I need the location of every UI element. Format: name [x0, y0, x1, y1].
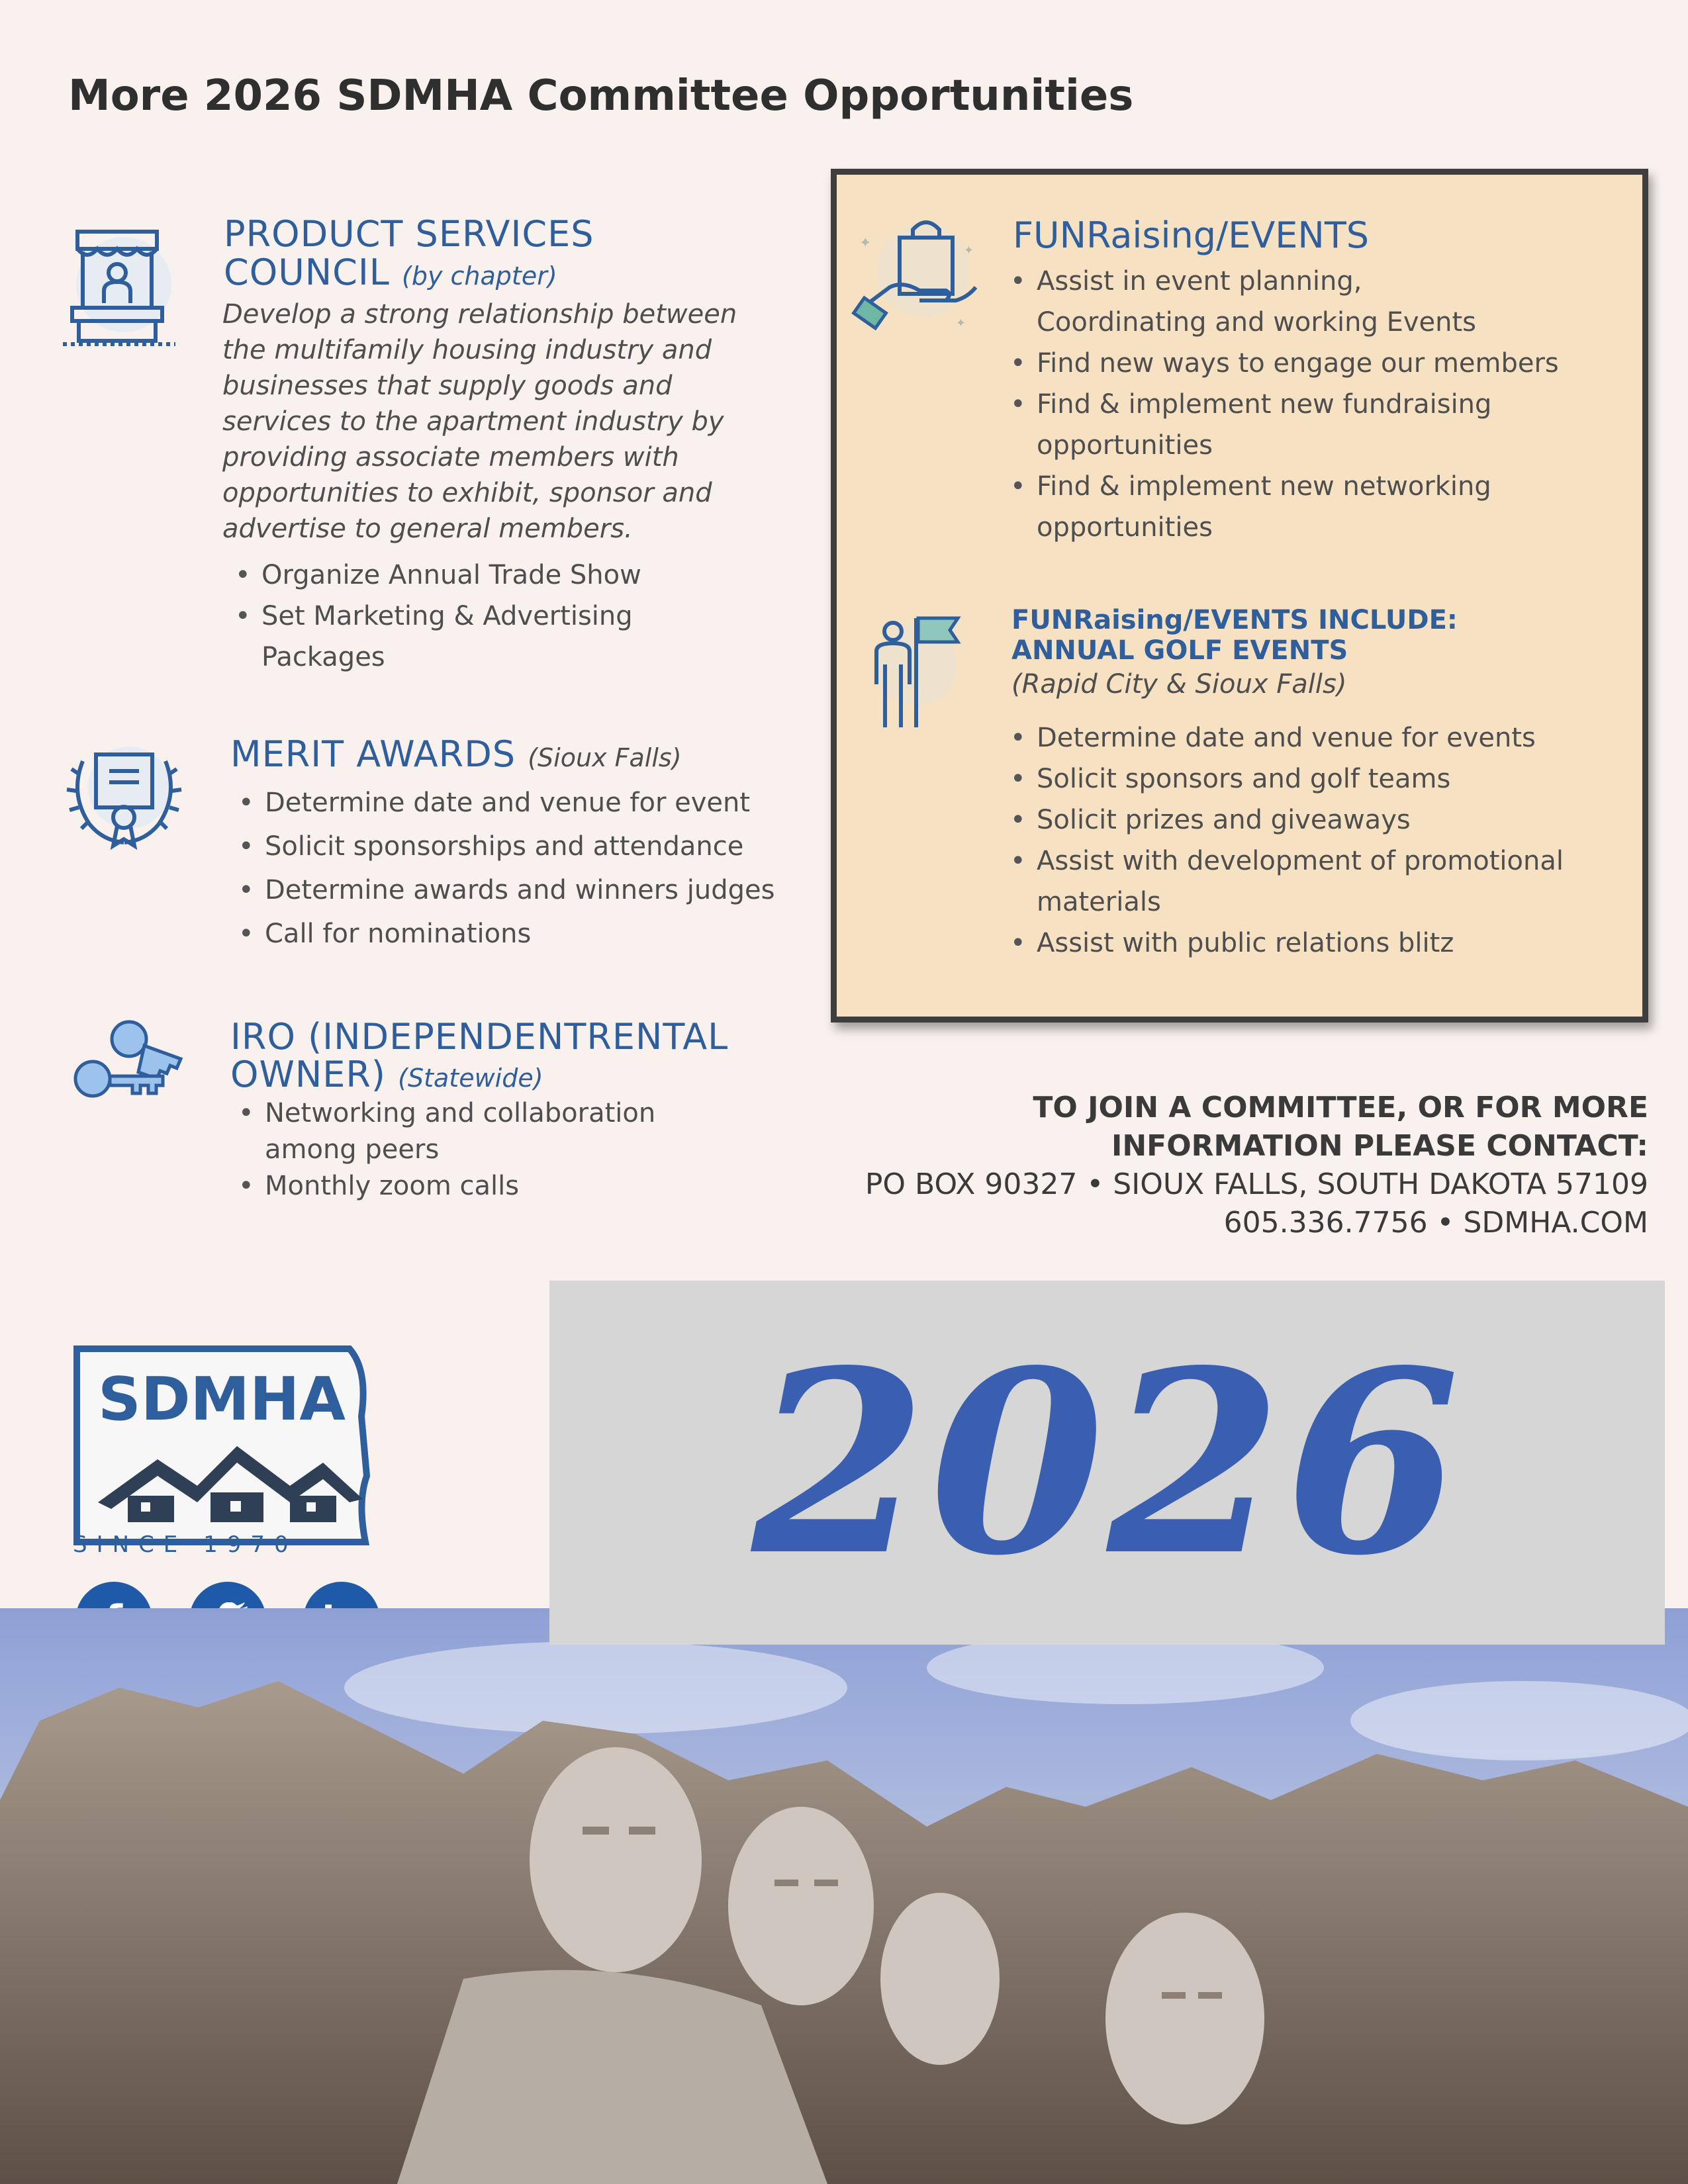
list-item: • Determine date and venue for events [1010, 717, 1564, 758]
list-item: • Monthly zoom calls [238, 1168, 655, 1205]
funraising-title: FUNRaising/EVENTS [1013, 214, 1370, 256]
description-line: Develop a strong relationship between [222, 299, 737, 330]
list-item: • Determine awards and winners judges [238, 868, 774, 912]
svg-text:✦: ✦ [964, 244, 974, 257]
trade-booth-icon [63, 225, 175, 351]
product-services-title-line1: PRODUCT SERVICES [224, 213, 594, 255]
list-item: • Call for nominations [238, 912, 774, 956]
product-services-description [222, 296, 898, 547]
list-item: • Solicit sponsors and golf teams [1010, 758, 1564, 799]
product-services-title-line2 [224, 251, 557, 293]
iro-bullets [238, 1095, 655, 1205]
list-item: • Assist with public relations blitz [1010, 923, 1564, 964]
list-item: • Networking and collaboration among peers [238, 1095, 655, 1168]
person-flag-icon [867, 605, 966, 731]
list-item: • Find & implement new networking opportunities [1010, 466, 1559, 548]
list-item: • Find & implement new fundraising opportunities [1010, 384, 1559, 466]
description-line: services to the apartment industry by [222, 406, 724, 437]
description-line: opportunities to exhibit, sponsor and [222, 478, 712, 508]
funraising-bullets [1010, 261, 1559, 548]
year-text: 2026 [751, 1314, 1463, 1611]
product-services-bullets [235, 555, 641, 678]
iro-owner: OWNER) [230, 1054, 386, 1095]
iro-subtitle: (Statewide) [398, 1064, 543, 1093]
contact-phone-web: 605.336.7756 • SDMHA.COM [1223, 1206, 1648, 1240]
iro-title-line2 [230, 1054, 543, 1095]
logo-name: SDMHA [98, 1365, 346, 1434]
award-certificate-icon [63, 735, 185, 857]
keys-icon [66, 1013, 192, 1112]
sdmha-logo [71, 1343, 376, 1555]
product-services-council: COUNCIL [224, 251, 390, 293]
description-line: businesses that supply goods and [222, 371, 673, 401]
description-line: providing associate members with [222, 442, 679, 473]
year-banner [549, 1281, 1665, 1645]
list-item: • Set Marketing & Advertising Packages [235, 596, 641, 678]
list-item: • Solicit sponsorships and attendance [238, 825, 774, 868]
svg-text:✦: ✦ [956, 316, 966, 330]
list-item: • Find new ways to engage our members [1010, 343, 1559, 384]
hand-shopping-bag-icon [850, 211, 982, 337]
golf-bullets [1010, 717, 1564, 964]
list-item: • Organize Annual Trade Show [235, 555, 641, 596]
golf-title-line2: ANNUAL GOLF EVENTS [1011, 635, 1348, 666]
logo-since: SINCE 1970 [73, 1531, 298, 1555]
merit-awards-subtitle: (Sioux Falls) [528, 743, 682, 772]
list-item: • Assist in event planning, Coordinating and working Events [1010, 261, 1559, 343]
contact-address: PO BOX 90327 • SIOUX FALLS, SOUTH DAKOTA 57109 [865, 1167, 1648, 1201]
merit-awards-title [230, 733, 682, 775]
merit-awards-bullets [238, 781, 774, 956]
funraising-box [831, 169, 1648, 1023]
svg-text:✦: ✦ [859, 235, 872, 251]
iro-title-line1: IRO (INDEPENDENTRENTAL [230, 1016, 729, 1058]
description-line: advertise to general members. [222, 514, 633, 544]
contact-line2: INFORMATION PLEASE CONTACT: [1111, 1129, 1648, 1163]
list-item: • Solicit prizes and giveaways [1010, 799, 1564, 841]
merit-awards-heading: MERIT AWARDS [230, 733, 516, 775]
mountain-photo [0, 1608, 1688, 2184]
product-services-subtitle: (by chapter) [402, 261, 557, 291]
page-title: More 2026 SDMHA Committee Opportunities [68, 71, 1134, 120]
list-item: • Determine date and venue for event [238, 781, 774, 825]
contact-block [865, 1089, 1648, 1242]
list-item: • Assist with development of promotional materials [1010, 841, 1564, 923]
golf-title-line1: FUNRaising/EVENTS INCLUDE: [1011, 605, 1458, 635]
contact-line1: TO JOIN A COMMITTEE, OR FOR MORE [1033, 1091, 1648, 1124]
golf-subtitle: (Rapid City & Sioux Falls) [1011, 669, 1347, 700]
description-line: the multifamily housing industry and [222, 335, 712, 365]
